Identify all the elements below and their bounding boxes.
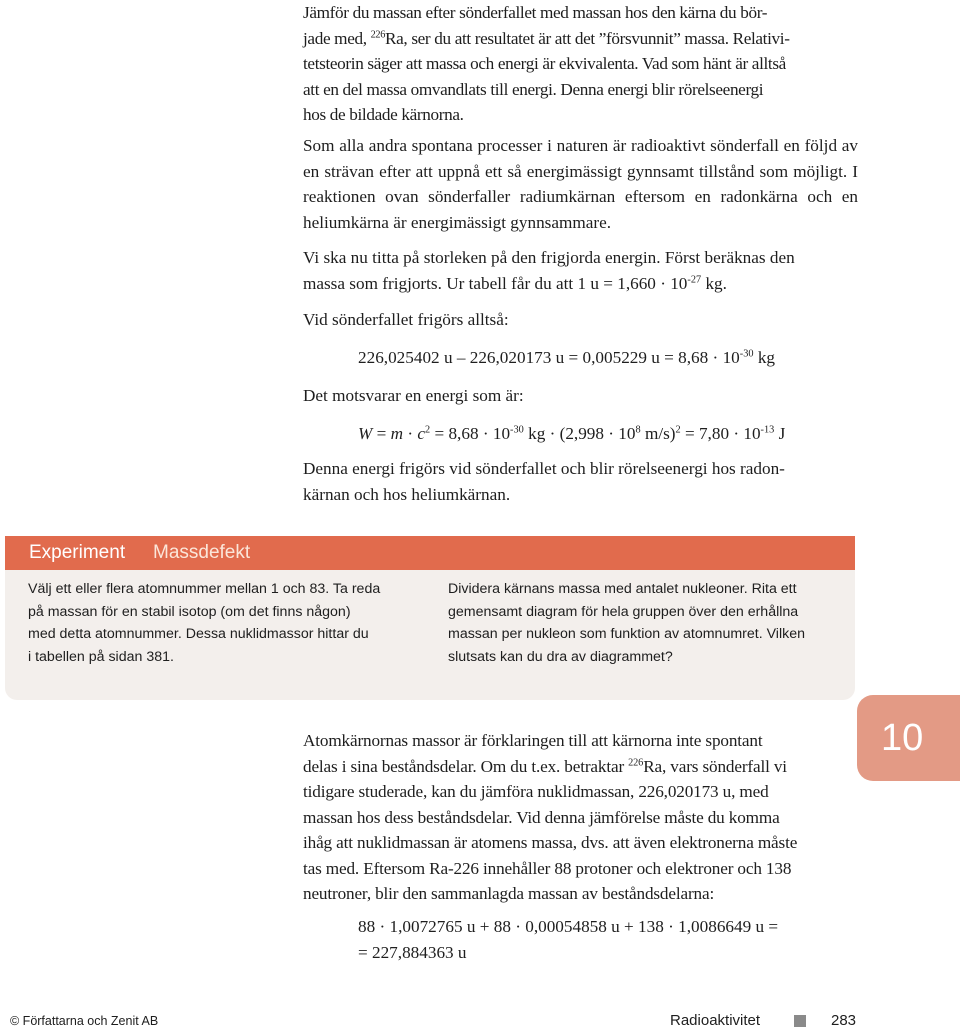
footer-section-title: Radioaktivitet xyxy=(670,1012,761,1029)
experiment-title: Massdefekt xyxy=(153,542,251,563)
bottom-paragraph: Atomkärnornas massor är förklaringen till att kärnorna inte spontant delas i sina beståndsdelar. Om du t.ex. betraktar $^{226}$Ra, vars sönderfall vi tidigare studerade, kan du jämföra nuklidmassan, 226,020173 u, med massan hos dess beståndsdelar. Vid denna jämförelse måste du komma ihåg att nuklidmassan är atomens massa, dvs. att även elektronerna måste tas med. Eftersom Ra-226 innehåller 88 protoner och elektroner och 138 neutroner, blir den sammanlagda massan av beståndsdelarna: xyxy=(303,731,798,903)
equation-mass-difference: 226,025402 u – 226,020173 u = 0,005229 $u = 8,68 \cdot 10^{-30}$ kg xyxy=(358,348,775,367)
paragraph-6: Denna energi frigörs vid sönderfallet och blir rörelseenergi hos radon- kärnan och hos heliumkärnan. xyxy=(303,459,785,504)
experiment-column-1: Välj ett eller flera atomnummer mellan 1 och 83. Ta reda på massan för en stabil isotop (om det finns någon) med detta atomnummer. Dessa nuklidmassor hittar du i tabellen på sidan 381. xyxy=(28,581,381,665)
equation-constituent-mass: 88 · 1,0072765 u + 88 · 0,00054858 u + 138 · 1,0086649 u = = 227,884363 u xyxy=(358,917,779,962)
paragraph-5: Det motsvarar en energi som är: xyxy=(303,386,524,405)
paragraph-4: Vid sönderfallet frigörs alltså: xyxy=(303,310,509,329)
paragraph-1: Jämför du massan efter sönderfallet med massan hos den kärna du bör- jade med, $^{226}$Ra, ser du att resultatet är att det ”försvunnit” massa. Relativi- tetsteorin säger att massa och energi är ekvivalenta. Vad som hänt är alltså att en del massa omvandlats till energi. Denna energi blir rörelseenergi hos de bildade kärnorna. xyxy=(303,3,790,124)
experiment-column-2: Dividera kärnans massa med antalet nukleoner. Rita ett gemensamt diagram för hela gruppen över den erhållna massan per nukleon som funktion av atomnumret. Vilken slutsats kan du dra av diagrammet? xyxy=(448,581,805,665)
paragraph-3: Vi ska nu titta på storleken på den frigjorda energin. Först beräknas den massa som frigjorts. Ur tabell får du att 1 $u = 1,660 \cdot 10^{-27}$ kg. xyxy=(303,248,795,293)
footer-square-icon xyxy=(794,1015,806,1027)
paragraph-2: Som alla andra spontana processer i naturen är radioaktivt sönderfall en följd av en strävan efter att uppnå ett så energimässigt gynnsamt tillstånd som möjligt. I reaktionen ovan sönderfaller radiumkärnan eftersom en radonkärna och en heliumkärna är energimässigt gynnsammare. xyxy=(303,136,858,232)
equation-energy: $W = m \cdot c^2 = 8,68 \cdot 10^{-30}$ kg · ($2,998 \cdot 10^8$ $m/s)^2 = 7,80 \cdot 10^{-13}$ J xyxy=(358,424,786,443)
footer-copyright: © Författarna och Zenit AB xyxy=(10,1014,159,1028)
experiment-label: Experiment xyxy=(29,542,126,563)
page-number: 283 xyxy=(831,1012,857,1029)
experiment-header xyxy=(5,536,855,570)
chapter-number-badge: 10 xyxy=(857,695,960,781)
experiment-box xyxy=(5,570,855,700)
top-text-column xyxy=(303,0,858,128)
